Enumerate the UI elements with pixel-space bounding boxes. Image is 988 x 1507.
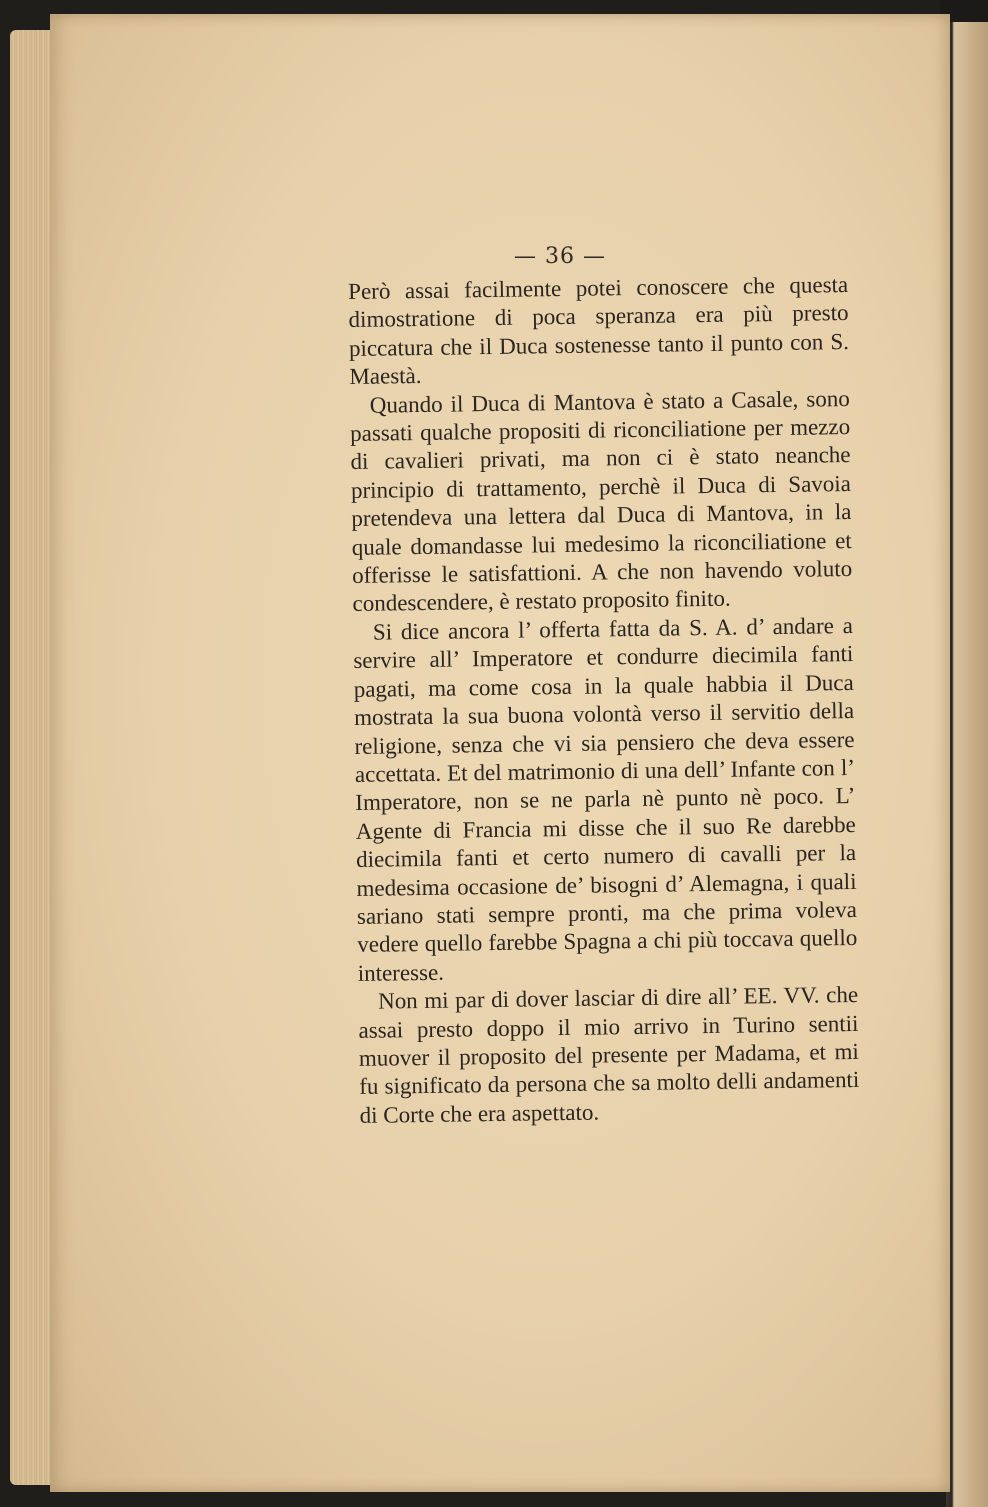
paragraph: Si dice ancora l’ offerta fatta da S. A. d’ andare a servire all’ Imperatore et condurre diecimila fanti pagati, ma come cosa in la quale habbia il Duca mostrata la sua buona volontà verso il servitio della religione, senza che vi sia pensiero che deva essere accettata. Et del matrimonio di una dell’ Infante con l’ Imperatore, non se ne parla nè punto nè poco. L’ Agente di Francia mi disse che il suo Re darebbe diecimila fanti et certo numero di cavalli per la medesima occasione de’ bisogni d’ Alemagna, i quali sariano stati sempre pronti, ma che prima voleva vedere quello farebbe Spagna a chi più toccava quello interesse. — [353, 612, 858, 986]
page-number: — 36 — — [514, 244, 606, 269]
body-text — [348, 271, 860, 1130]
paragraph: Non mi par di dover lasciar di dire all’ EE. VV. che assai presto doppo il mio arrivo in Turino sentii muover il proposito del presente per Madama, et mi fu significato da persona che sa molto delli andamenti di Corte che era aspettato. — [358, 982, 860, 1128]
book-page — [50, 14, 950, 1492]
paragraph: Però assai facilmente potei conoscere che questa dimostratione di poca speranza era più presto piccatura che il Duca sostenesse tanto il punto con S. Maestà. — [348, 272, 850, 390]
paragraph: Quando il Duca di Mantova è stato a Casale, sono passati qualche propositi di riconciliatione per mezzo di cavalieri privati, ma non ci è stato neanche principio di trattamento, perchè il Duca di Savoia pretendeva una lettera dal Duca di Mantova, in la quale domandasse lui medesimo la riconciliatione et offerisse le satisfattioni. A che non havendo voluto condescendere, è restato proposito finito. — [349, 385, 853, 617]
book-binding-edge — [946, 0, 988, 1507]
